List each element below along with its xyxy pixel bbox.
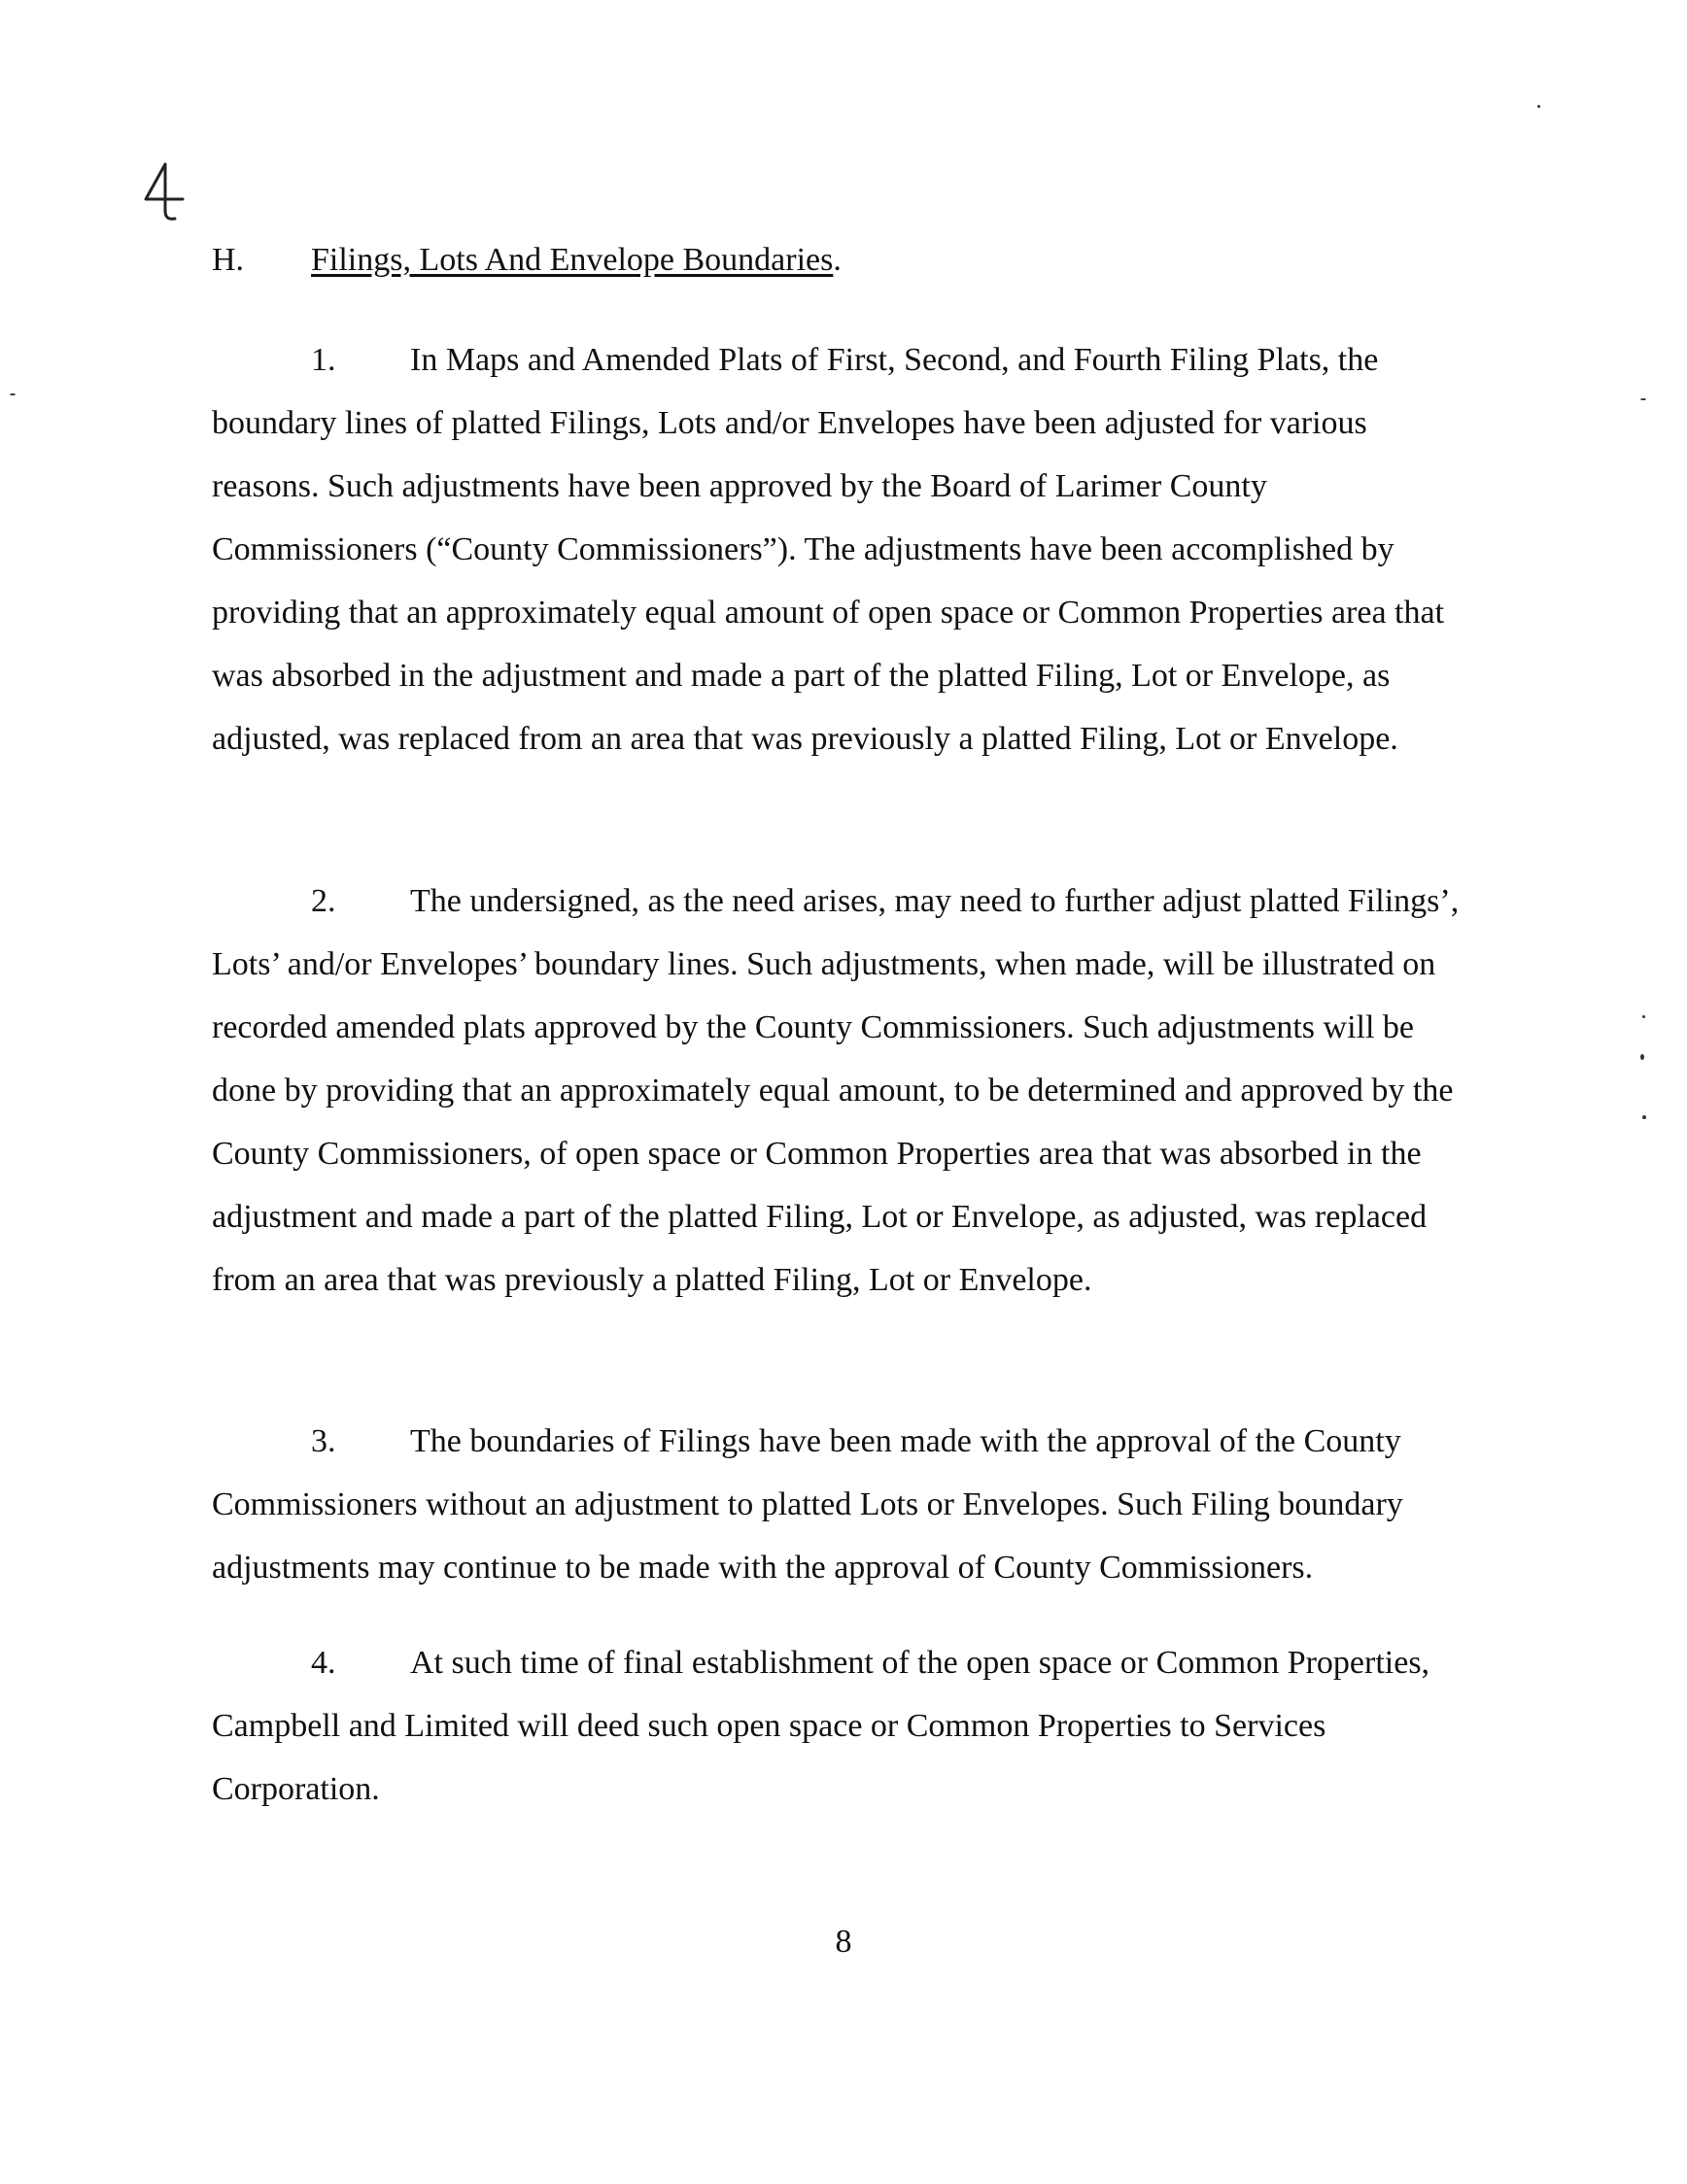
- paragraph-2: [212, 870, 1475, 1312]
- page-number: 8: [835, 1924, 852, 1960]
- paragraph-text: The boundaries of Filings have been made with the approval of the County Commissioners without an adjustment to platted Lots or Envelopes. Such Filing boundary adjustments may continue to be made with the approval of County Commissioners.: [212, 1423, 1403, 1586]
- scan-speck: [1537, 105, 1540, 108]
- section-title: Filings, Lots And Envelope Boundaries: [311, 242, 834, 278]
- paragraph-1: [212, 328, 1475, 770]
- scan-speck: [1640, 398, 1646, 400]
- handwritten-page-mark: [136, 160, 194, 228]
- paragraph-3: [212, 1410, 1475, 1599]
- paragraph-text: The undersigned, as the need arises, may need to further adjust platted Filings’, Lots’ and/or Envelopes’ boundary lines. Such adjustments, when made, will be illustrated on recorded amended plats approved by the County Commissioners. Such adjustments will be done by providing that an approximately equal amount, to be determined and approved by the County Commissioners, of open space or Common Properties area that was absorbed in the adjustment and made a part of the platted Filing, Lot or Envelope, as adjusted, was replaced from an area that was previously a platted Filing, Lot or Envelope.: [212, 883, 1460, 1298]
- paragraph-number: 1.: [311, 342, 336, 378]
- paragraph-number: 4.: [311, 1645, 336, 1681]
- scan-speck: [10, 393, 16, 395]
- paragraph-text: At such time of final establishment of the open space or Common Properties, Campbell and Limited will deed such open space or Common Properties to Services Corporation.: [212, 1645, 1430, 1807]
- paragraph-number: 2.: [311, 883, 336, 919]
- paragraph-number: 3.: [311, 1423, 336, 1459]
- section-title-period: .: [833, 242, 842, 278]
- scan-speck: [1642, 1015, 1645, 1018]
- section-letter: H.: [212, 242, 245, 278]
- paragraph-4: [212, 1631, 1475, 1821]
- paragraph-text: In Maps and Amended Plats of First, Second, and Fourth Filing Plats, the boundary lines of platted Filings, Lots and/or Envelopes have been adjusted for various reasons. Such adjustments have been approved by the Board of Larimer County Commissioners (“County Commissioners”). The adjustments have been accomplished by providing that an approximately equal amount of open space or Common Properties area that was absorbed in the adjustment and made a part of the platted Filing, Lot or Envelope, as adjusted, was replaced from an area that was previously a platted Filing, Lot or Envelope.: [212, 342, 1445, 757]
- scan-speck: [1642, 1115, 1646, 1119]
- scan-speck: [1640, 1054, 1644, 1060]
- section-heading: [212, 237, 842, 284]
